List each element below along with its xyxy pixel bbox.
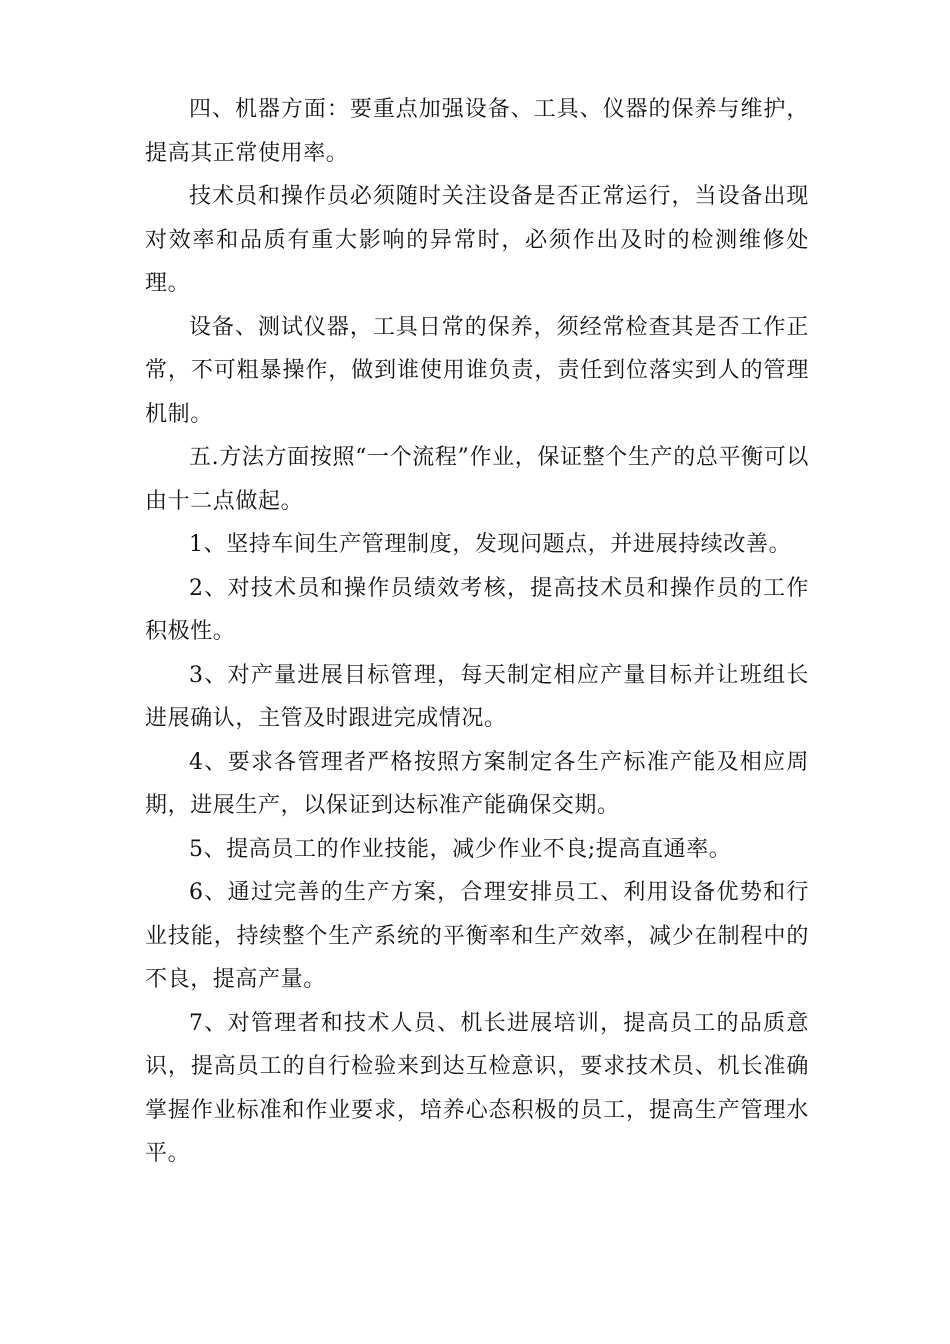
list-item-6: 6、通过完善的生产方案，合理安排员工、利用设备优势和行业技能，持续整个生产系统的平衡率和生产效率，减少在制程中的不良，提高产量。	[145, 880, 809, 992]
list-item-3: 3、对产量进展目标管理，每天制定相应产量目标并让班组长进展确认，主管及时跟进完成情况。	[145, 662, 809, 731]
list-item-1: 1、坚持车间生产管理制度，发现问题点，并进展持续改善。	[189, 532, 792, 557]
list-item-5: 5、提高员工的作业技能，减少作业不良;提高直通率。	[189, 836, 732, 862]
paragraph-technician-monitoring: 技术员和操作员必须随时关注设备是否正常运行，当设备出现对效率和品质有重大影响的异常时，必须作出及时的检测维修处理。	[145, 184, 809, 296]
document-body	[145, 88, 809, 1176]
list-item-2: 2、对技术员和操作员绩效考核，提高技术员和操作员的工作积极性。	[145, 575, 809, 644]
paragraph-machine-aspect: 四、机器方面：要重点加强设备、工具、仪器的保养与维护，提高其正常使用率。	[145, 97, 809, 166]
list-item-4: 4、要求各管理者严格按照方案制定各生产标准产能及相应周期，进展生产，以保证到达标准产能确保交期。	[145, 749, 809, 818]
paragraph-equipment-maintenance: 设备、测试仪器，工具日常的保养，须经常检查其是否工作正常，不可粗暴操作，做到谁使用谁负责，责任到位落实到人的管理机制。	[145, 314, 809, 427]
list-item-7: 7、对管理者和技术人员、机长进展培训，提高员工的品质意识，提高员工的自行检验来到达互检意识，要求技术员、机长准确掌握作业标准和作业要求，培养心态积极的员工，提高生产管理水平。	[145, 1010, 809, 1166]
paragraph-method-aspect: 五.方法方面按照“一个流程”作业，保证整个生产的总平衡可以由十二点做起。	[145, 445, 809, 514]
